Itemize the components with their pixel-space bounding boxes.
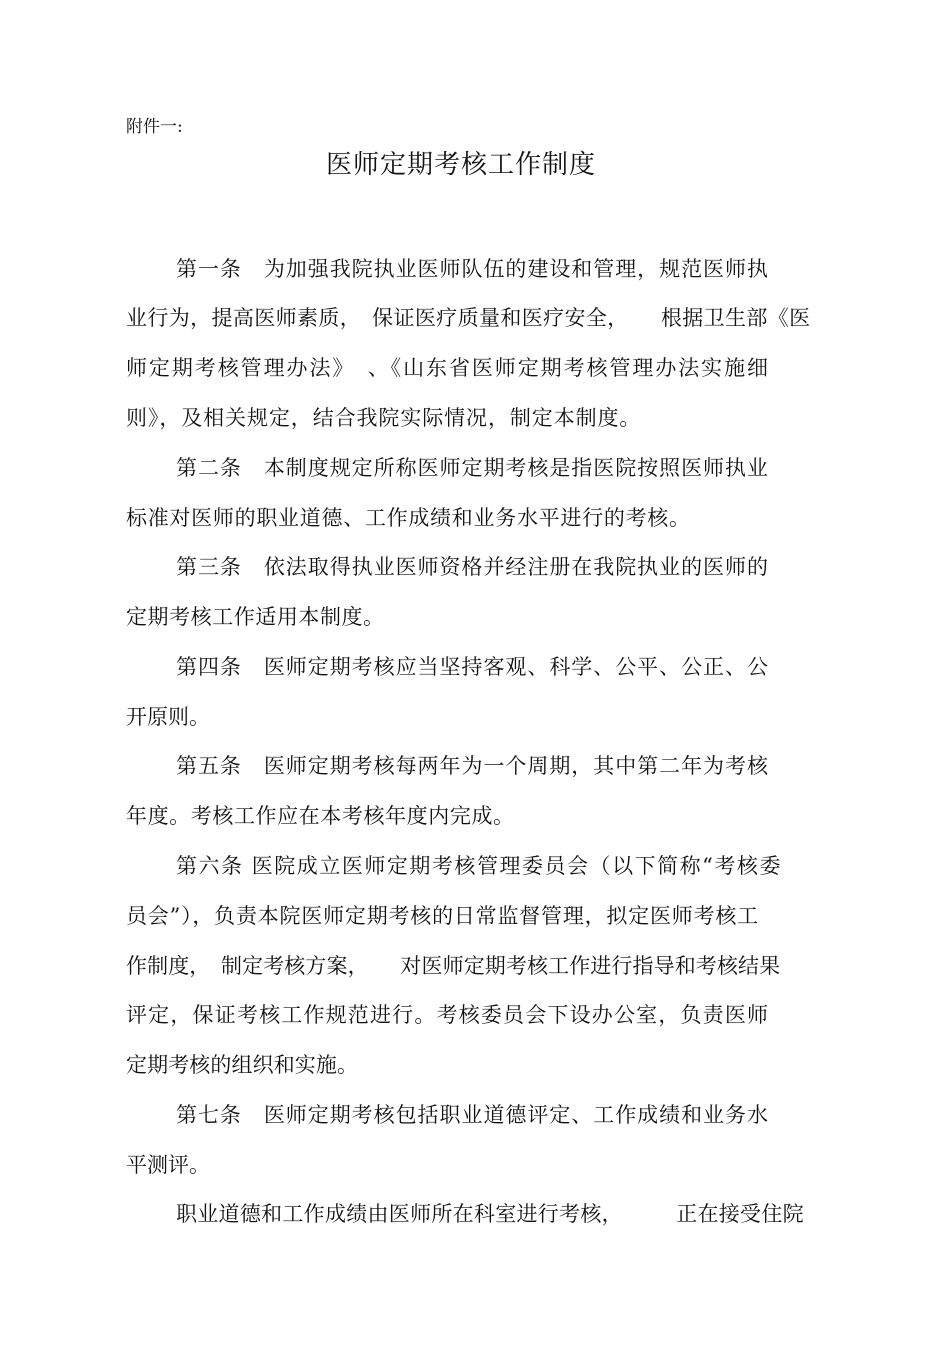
body-line: 第五条 医师定期考核每两年为一个周期，其中第二年为考核 — [176, 754, 769, 778]
body-line: 业行为，提高医师素质， 保证医疗质量和医疗安全， 根据卫生部《医 — [126, 306, 811, 330]
document-title: 医师定期考核工作制度 — [325, 150, 596, 180]
body-line: 定期考核的组织和实施。 — [126, 1053, 359, 1077]
body-line: 第四条 医师定期考核应当坚持客观、科学、公平、公正、公 — [176, 655, 769, 679]
body-line: 年度。考核工作应在本考核年度内完成。 — [126, 804, 515, 828]
body-line: 开原则。 — [126, 705, 210, 729]
body-line: 第三条 依法取得执业医师资格并经注册在我院执业的医师的 — [176, 555, 769, 579]
body-line: 标准对医师的职业道德、工作成绩和业务水平进行的考核。 — [126, 506, 691, 530]
attachment-label: 附件一: — [126, 117, 183, 137]
body-line: 第一条 为加强我院执业医师队伍的建设和管理，规范医师执 — [176, 257, 769, 281]
body-line: 定期考核工作适用本制度。 — [126, 605, 385, 629]
body-line: 师定期考核管理办法》 、《山东省医师定期考核管理办法实施细 — [126, 356, 770, 380]
body-line: 作制度， 制定考核方案， 对医师定期考核工作进行指导和考核结果 — [126, 954, 781, 978]
body-line: 第七条 医师定期考核包括职业道德评定、工作成绩和业务水 — [176, 1103, 769, 1127]
body-line: 员会”），负责本院医师定期考核的日常监督管理，拟定医师考核工 — [126, 904, 759, 928]
body-line: 第六条 医院成立医师定期考核管理委员会（以下简称“考核委 — [176, 854, 782, 878]
body-line: 平测评。 — [126, 1153, 210, 1177]
body-line: 则》，及相关规定，结合我院实际情况，制定本制度。 — [126, 406, 642, 430]
body-line: 职业道德和工作成绩由医师所在科室进行考核， 正在接受住院 — [176, 1202, 804, 1226]
body-line: 第二条 本制度规定所称医师定期考核是指医院按照医师执业 — [176, 456, 769, 480]
body-line: 评定，保证考核工作规范进行。考核委员会下设办公室，负责医师 — [126, 1003, 770, 1027]
